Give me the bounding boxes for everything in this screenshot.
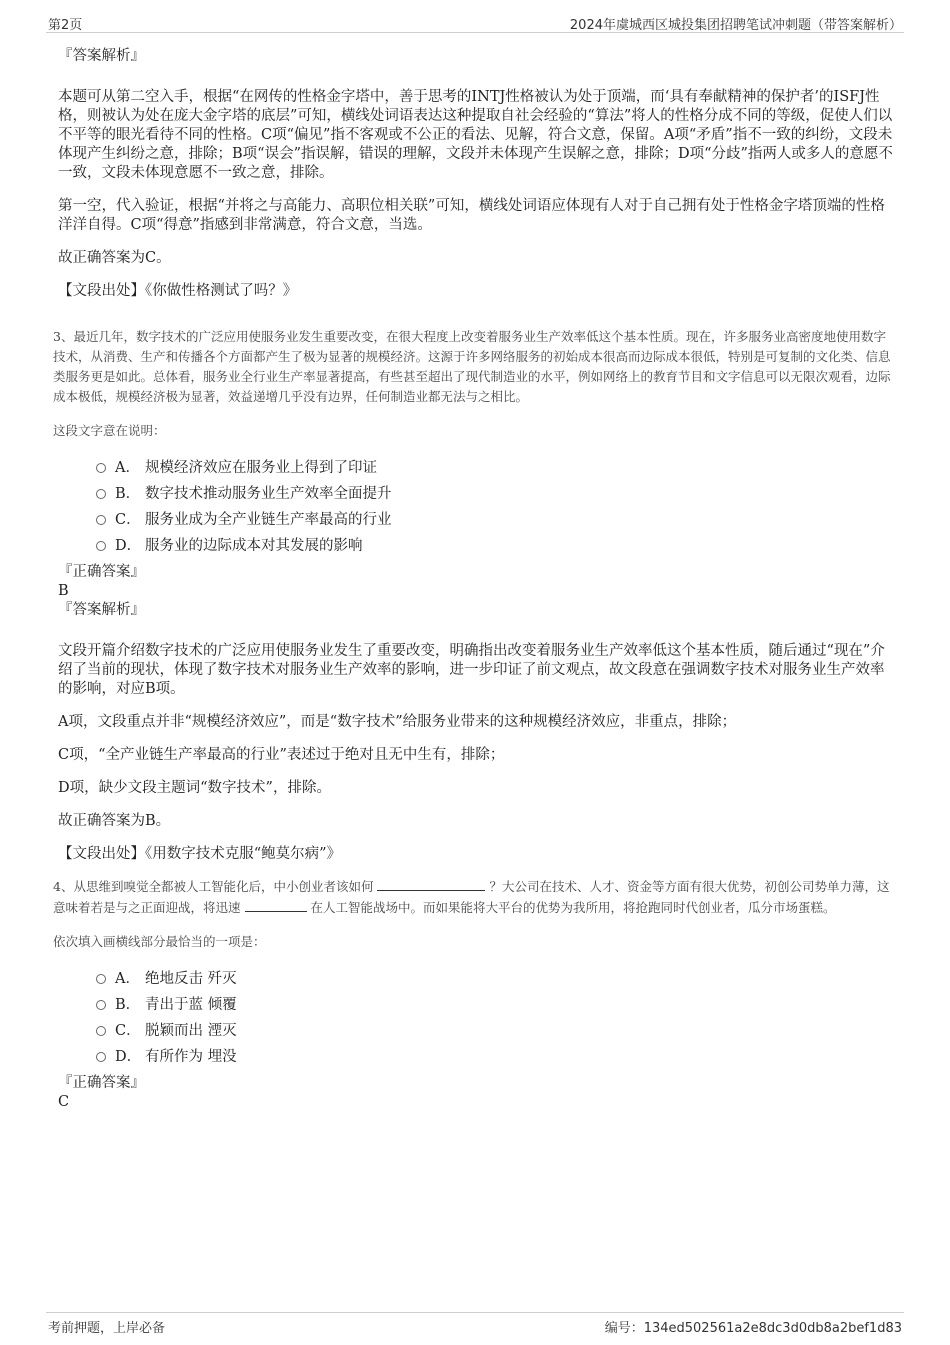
radio-icon[interactable]	[96, 463, 106, 473]
q2-analysis-paragraph: 本题可从第二空入手，根据“在网传的性格金字塔中，善于思考的INTJ性格被认为处于顶端，而‘具有奉献精神的保护者’的ISFJ性格，则被认为处在庞大金字塔的底层”可知，横线处词语表达这种提取自社会经验的“算法”将人的性格分成不同的等级，促使人们以不平等的眼光看待不同的性格。C项“偏见”指不客观或不公正的看法、见解，符合文意，保留。A项“矛盾”指不一致的纠纷，文段未体现产生纠纷之意，排除；B项“误会”指误解，错误的理解，文段并未体现产生误解之意，排除；D项“分歧”指两人或多人的意愿不一致，文段未体现意愿不一致之意，排除。	[58, 89, 893, 181]
radio-icon[interactable]	[96, 541, 106, 551]
q2-analysis-label: 『答案解析』	[58, 48, 145, 64]
fill-blank-1	[377, 876, 485, 891]
q4-option-a[interactable]: A． 绝地反击 歼灭	[96, 966, 898, 992]
q3-stem: 3、最近几年，数字技术的广泛应用使服务业发生重要改变，在很大程度上改变着服务业生产效率低这个基本性质。现在，许多服务业高密度地使用数字技术，从消费、生产和传播各个方面都产生了极为显著的规模经济。这源于许多网络服务的初始成本很高而边际成本很低，特别是可复制的文化类、信息类服务更是如此。总体看，服务业全行业生产率显著提高，有些甚至超出了现代制造业的水平，例如网络上的教育节目和文字信息可以无限次观看，边际成本极低，规模经济极为显著，效益递增几乎没有边界，任何制造业都无法与之相比。	[53, 329, 891, 404]
q3-source: 【文段出处】《用数字技术克服“鲍莫尔病”》	[58, 846, 342, 862]
q2-source: 【文段出处】《你做性格测试了吗？》	[58, 283, 298, 299]
q3-analysis-paragraph: 文段开篇介绍数字技术的广泛应用使服务业发生了重要改变，明确指出改变着服务业生产效率低这个基本性质，随后通过“现在”介绍了当前的现状，体现了数字技术对服务业生产效率的影响，进一步印证了前文观点，故文段意在强调数字技术对服务业生产效率的影响，对应B项。	[58, 643, 885, 697]
q4-options	[96, 966, 898, 1070]
q4-stem: 4、从思维到嗅觉全都被人工智能化后，中小创业者该如何 ？大公司在技术、人才、资金等方面有很大优势，初创公司势单力薄，这意味着若是与之正面迎战，将迅速 在人工智能战场中。而如果能将大平台的优势为我所用，将抢跑同时代创业者，瓜分市场蛋糕。	[53, 876, 898, 918]
document-body	[53, 47, 898, 1112]
document-title: 2024年虞城西区城投集团招聘笔试冲刺题（带答案解析）	[569, 18, 902, 33]
q2-conclusion: 故正确答案为C。	[58, 250, 171, 266]
q3-option-a[interactable]: A． 规模经济效应在服务业上得到了印证	[96, 455, 898, 481]
q3-analysis-paragraph: D项，缺少文段主题词“数字技术”，排除。	[58, 780, 331, 796]
radio-icon[interactable]	[96, 489, 106, 499]
q3-option-b[interactable]: B． 数字技术推动服务业生产效率全面提升	[96, 481, 898, 507]
q3-options	[96, 455, 898, 559]
q3-prompt: 这段文字意在说明：	[53, 423, 166, 438]
q4-answer-label: 『正确答案』	[58, 1075, 145, 1091]
q3-analysis-paragraph: A项，文段重点并非“规模经济效应”，而是“数字技术”给服务业带来的这种规模经济效应，非重点，排除；	[58, 714, 737, 730]
page-number: 第2页	[48, 18, 83, 33]
q3-analysis-label: 『答案解析』	[58, 602, 145, 618]
radio-icon[interactable]	[96, 1026, 106, 1036]
radio-icon[interactable]	[96, 1000, 106, 1010]
q3-analysis-paragraph: C项，“全产业链生产率最高的行业”表述过于绝对且无中生有，排除；	[58, 747, 505, 763]
q4-option-c[interactable]: C． 脱颖而出 湮灭	[96, 1018, 898, 1044]
q3-option-c[interactable]: C． 服务业成为全产业链生产率最高的行业	[96, 507, 898, 533]
q2-analysis-paragraph: 第一空，代入验证，根据“并将之与高能力、高职位相关联”可知，横线处词语应体现有人对于自己拥有处于性格金字塔顶端的性格洋洋自得。C项“得意”指感到非常满意，符合文意，当选。	[58, 198, 885, 233]
q3-answer-label: 『正确答案』	[58, 564, 145, 580]
radio-icon[interactable]	[96, 515, 106, 525]
page-header	[46, 12, 904, 33]
document-id: 编号：134ed502561a2e8dc3d0db8a2bef1d83	[604, 1321, 902, 1336]
q4-prompt: 依次填入画横线部分最恰当的一项是：	[53, 934, 266, 949]
q4-option-d[interactable]: D． 有所作为 埋没	[96, 1044, 898, 1070]
q3-conclusion: 故正确答案为B。	[58, 813, 171, 829]
q4-option-b[interactable]: B． 青出于蓝 倾覆	[96, 992, 898, 1018]
radio-icon[interactable]	[96, 974, 106, 984]
footer-slogan: 考前押题，上岸必备	[48, 1321, 166, 1336]
page-footer	[46, 1312, 904, 1335]
q3-option-d[interactable]: D． 服务业的边际成本对其发展的影响	[96, 533, 898, 559]
q4-answer: C	[58, 1094, 70, 1110]
radio-icon[interactable]	[96, 1052, 106, 1062]
fill-blank-2	[245, 897, 307, 912]
q3-answer: B	[58, 583, 69, 599]
